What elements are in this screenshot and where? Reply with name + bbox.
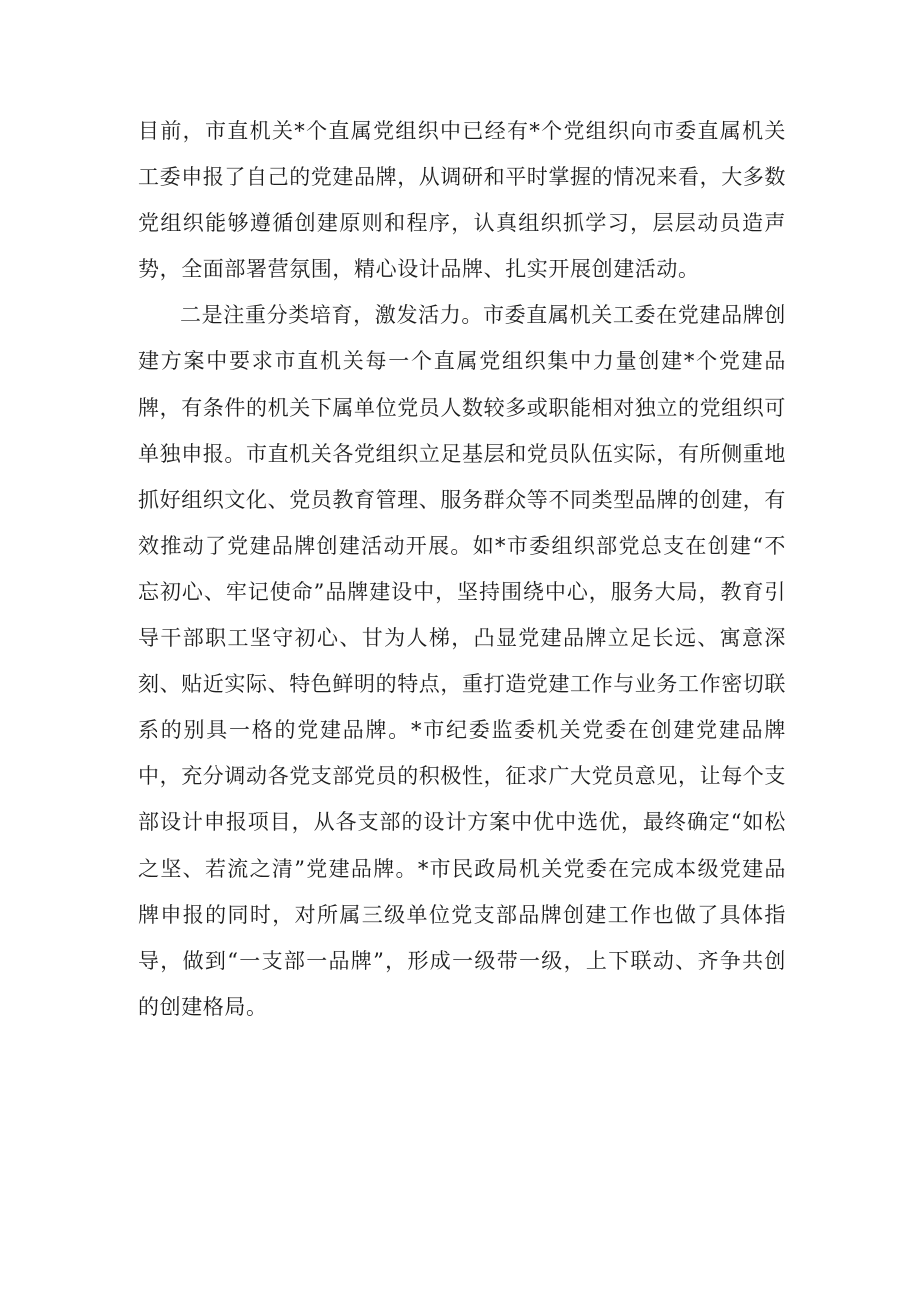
document-body [138, 108, 786, 1030]
paragraph-1-text: 目前，市直机关*个直属党组织中已经有*个党组织向市委直属机关工委申报了自己的党建品牌，从调研和平时掌握的情况来看，大多数党组织能够遵循创建原则和程序，认真组织抓学习，层层动员造声势，全面部署营氛围，精心设计品牌、扎实开展创建活动。 [138, 119, 786, 282]
paragraph-2-text: 二是注重分类培育，激发活力。市委直属机关工委在党建品牌创建方案中要求市直机关每一个直属党组织集中力量创建*个党建品牌，有条件的机关下属单位党员人数较多或职能相对独立的党组织可单独申报。市直机关各党组织立足基层和党员队伍实际，有所侧重地抓好组织文化、党员教育管理、服务群众等不同类型品牌的创建，有效推动了党建品牌创建活动开展。如*市委组织部党总支在创建“不忘初心、牢记使命”品牌建设中，坚持围绕中心，服务大局，教育引导干部职工坚守初心、甘为人梯，凸显党建品牌立足长远、寓意深刻、贴近实际、特色鲜明的特点，重打造党建工作与业务工作密切联系的别具一格的党建品牌。*市纪委监委机关党委在创建党建品牌中，充分调动各党支部党员的积极性，征求广大党员意见，让每个支部设计申报项目，从各支部的设计方案中优中选优，最终确定“如松之坚、若流之清”党建品牌。*市民政局机关党委在完成本级党建品牌申报的同时，对所属三级单位党支部品牌创建工作也做了具体指导，做到“一支部一品牌”，形成一级带一级，上下联动、齐争共创的创建格局。 [138, 303, 786, 1019]
paragraph-1 [138, 108, 786, 292]
paragraph-2 [138, 292, 786, 1030]
